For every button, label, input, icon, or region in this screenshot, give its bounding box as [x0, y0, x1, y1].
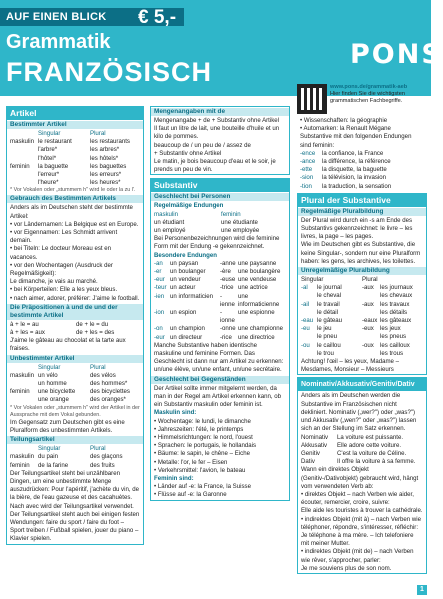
text: Der Artikel sollte immer mitgelernt werden, da man in der Regel am Artikel erkennen kann, ob ein Substantiv maskulin oder feminin ist. [154, 384, 282, 409]
table-cell [10, 155, 36, 163]
text: Wann ein direktes Objekt (Genitiv-/Dativobjekt) gebraucht wird, hängt vom verwendeten Verb ab: [301, 466, 419, 490]
table-cell: un informaticien [170, 292, 214, 300]
table-cell: les travaux [380, 300, 410, 308]
table-cell: le cheval [317, 292, 342, 300]
subheader: Geschlecht bei Personen [151, 193, 289, 201]
table-cell: -eaux [362, 317, 378, 325]
table-cell [10, 364, 36, 372]
page-number: 1 [417, 585, 427, 595]
list-item: Elle aide les touristes à trouver la cathédrale. [301, 507, 423, 515]
fem-list [151, 483, 289, 499]
table-cell [362, 309, 378, 317]
list-item: • vor den Wochentagen (Ausdruck der Regelmäßigkeit): [10, 261, 113, 278]
table-cell: une boulangère [238, 268, 281, 276]
qr-block [297, 84, 427, 114]
subheader: Unregelmäßige Pluralbildung [298, 267, 426, 275]
table-row [151, 309, 289, 325]
text: Im Gegensatz zum Deutschen gibt es eine Pluralform des unbestimmten Artikels. [10, 418, 125, 434]
table-cell: les cailloux [380, 341, 410, 349]
unreg-table [298, 276, 426, 358]
table-row [298, 301, 426, 309]
table-cell: -ère [220, 268, 231, 276]
subtitle: Grammatik [6, 31, 111, 53]
table-cell: le pneu [317, 333, 337, 341]
table-row [7, 380, 143, 388]
table-cell: de la farine [38, 461, 69, 469]
text: Wie im Deutschen gibt es Substantive, die keine Singular-, sondern nur eine Pluralform haben: les gens, les archives, les toilettes. [301, 241, 421, 265]
table-row [7, 138, 143, 146]
kasus-table [298, 434, 426, 467]
table-cell [317, 276, 360, 284]
list-item: • Jahreszeiten: l'été, le printemps [154, 425, 244, 433]
table-cell: des vélos [90, 371, 116, 379]
table-cell: -ionne [220, 309, 235, 325]
label: Maskulin sind: [154, 409, 197, 417]
table-cell: les gâteaux [380, 317, 412, 325]
substantiv-box [150, 178, 290, 500]
table-cell: les hôtels* [90, 154, 119, 162]
table-cell: Elle adore cette voiture. [337, 441, 402, 449]
table-row [298, 350, 426, 358]
table-cell: -ence [300, 149, 316, 157]
list-item: • Verkehrsmittel: l'avion, le bateau [154, 466, 246, 474]
table-cell: l'arbre* [38, 146, 58, 154]
table-row [297, 158, 427, 166]
table-cell: Akkusativ [301, 441, 328, 449]
table-cell: une orange [38, 396, 69, 404]
table-cell [362, 350, 378, 358]
table-cell: maskulin [154, 210, 179, 218]
table-cell: Dativ [301, 458, 315, 466]
plural-box [297, 193, 427, 376]
gebrauch-list [7, 204, 143, 302]
table-cell: -an [154, 259, 163, 267]
besond-table [151, 260, 289, 342]
subheader: Bestimmter Artikel [7, 121, 143, 129]
table-cell: -eu [301, 325, 310, 333]
table-cell: Plural [90, 363, 106, 371]
table-cell [10, 130, 36, 138]
table-row [7, 146, 143, 154]
table-cell: l'heure* [38, 179, 59, 187]
table-cell: la baguette [38, 162, 69, 170]
text: Substantive mit den folgenden Endungen sind feminin: [300, 133, 412, 149]
list-item: • Bäume: le sapin, le chêne – Eiche [154, 450, 250, 458]
artikel-box [6, 106, 144, 545]
list-item: • Metalle: l'or, le fer – Eisen [154, 458, 228, 466]
mask-list [151, 418, 289, 475]
table-cell: Singular [38, 363, 61, 371]
table-cell: un étudiant [154, 218, 185, 226]
table-row [7, 329, 143, 337]
table-cell [10, 380, 36, 388]
table-cell: la télévision, la invasion [322, 174, 387, 182]
column-3 [297, 84, 427, 574]
table-cell: le caillou [317, 341, 341, 349]
table-cell: le journal [317, 284, 342, 292]
table-cell: la différence, la référence [322, 158, 391, 166]
list-item: • Sprachen: le portugais, le hollandais [154, 442, 257, 450]
subheader: Regelmäßige Pluralbildung [298, 208, 426, 216]
table-row [7, 372, 143, 380]
table-row [298, 333, 426, 341]
table-cell: maskulin [10, 453, 35, 461]
label: Regelmäßige Endungen [154, 202, 224, 210]
pons-logo: PONS [350, 39, 443, 70]
table-row [298, 292, 426, 300]
table-cell: une paysanne [238, 259, 277, 267]
table-cell [301, 333, 315, 341]
table-cell: des oranges* [90, 396, 126, 404]
list-item: Je téléphone à ma mère. – Ich telefoniere mit meiner Mutter. [301, 531, 414, 548]
table-cell: -al [301, 284, 308, 292]
table-cell: l'hôtel* [38, 154, 57, 162]
intro-list [297, 117, 427, 133]
table-cell: les arbres* [90, 146, 120, 154]
table-cell: un espion [170, 309, 197, 317]
table-row [7, 445, 143, 453]
table-cell: un vélo [38, 371, 58, 379]
table-cell: une actrice [238, 284, 268, 292]
note: * Vor Vokalen oder „stummem h" wird der Artikel in der Aussprache mit dem Vokal gebunden. [10, 404, 140, 418]
unbest-table [7, 364, 143, 405]
mengen-box [150, 106, 290, 175]
subheader: Teilungsartikel [7, 436, 143, 444]
qr-code-icon [297, 84, 327, 114]
table-row [7, 396, 143, 404]
table-cell: La voiture est puissante. [337, 433, 404, 441]
table-cell: -euse [220, 276, 236, 284]
table-cell: -ance [300, 158, 316, 166]
section-header: Substantiv [151, 179, 289, 192]
table-cell: -tion [300, 182, 312, 190]
table-row [298, 434, 426, 442]
text: Anders als im Deutschen werden die Substantive im Französischen nicht dekliniert. Nominativ („wer?") oder „was?") und Akkusativ („wen?" oder „was?") lassen sich an der Stellung im Satz erkennen. [301, 392, 417, 433]
table-cell: un boulanger [170, 268, 206, 276]
table-row [298, 276, 426, 284]
table-cell [10, 171, 36, 179]
table-cell: Plural [362, 276, 378, 284]
table-cell: les heures* [90, 179, 121, 187]
table-cell: Plural [90, 445, 106, 453]
section-header: Nominativ/Akkusativ/Genitiv/Dativ [298, 378, 426, 391]
list-item: • vor Ländernamen: La Belgique est en Europe. [10, 220, 139, 228]
mengen-table [151, 117, 289, 158]
table-row [7, 321, 143, 329]
endungen-table [297, 150, 427, 191]
table-row [298, 458, 426, 466]
table-cell: les journaux [380, 284, 413, 292]
table-row [7, 462, 143, 470]
column-2 [150, 106, 290, 501]
kasus-box [297, 377, 427, 573]
table-row [151, 260, 289, 268]
table-row [297, 174, 427, 182]
page-title: FRANZÖSISCH [6, 57, 212, 87]
table-row [151, 276, 289, 284]
table-cell: -ienne [220, 292, 235, 308]
table-cell: une vendeuse [238, 276, 277, 284]
table-cell: une employée [221, 227, 260, 235]
list-item: • direktes Objekt – nach Verben wie aider, écouter, remercier, croire, suivre: [301, 490, 414, 507]
table-row [298, 284, 426, 292]
table-cell [10, 396, 36, 404]
list-item: • Wissenschaften: la géographie [300, 117, 388, 124]
table-row [7, 163, 143, 171]
text: Bei Personenbezeichnungen wird die feminine Form mit der Endung -e gekennzeichnet. [154, 235, 280, 251]
table-cell: le jeu [317, 325, 332, 333]
table-cell: -ion [154, 309, 165, 317]
table-row [151, 325, 289, 333]
table-row [7, 171, 143, 179]
table-row [151, 268, 289, 276]
table-cell: une bicyclette [38, 388, 76, 396]
table-cell: le travail [317, 300, 340, 308]
table-cell: -eur [154, 333, 165, 341]
list-item: • bei Titeln: Le docteur Moreau est en vacances. [10, 245, 112, 261]
subheader: Unbestimmter Artikel [7, 355, 143, 363]
table-cell: un paysan [170, 259, 199, 267]
table-cell: les pneus [380, 333, 407, 341]
table-cell: beaucoup de / un peu de / assez de [154, 141, 251, 149]
table-row [297, 150, 427, 158]
table-cell: -sion [300, 174, 314, 182]
qr-url[interactable]: www.pons.de/grammatik-aeb [330, 84, 408, 90]
list-item: • Automarken: la Renault Mégane [300, 125, 391, 133]
table-cell: la traduction, la sensation [322, 182, 392, 190]
table-cell: -aux [362, 284, 374, 292]
table-row [151, 293, 289, 309]
price-tag: € 5,- [138, 7, 177, 28]
table-cell: -ou [301, 341, 310, 349]
table-cell: Singular [38, 445, 61, 453]
table-cell: + Substantiv ohne Artikel [154, 149, 222, 157]
label: Feminin sind: [154, 474, 194, 482]
list-item: Anders als im Deutschen steht der bestimmte Artikel: [10, 204, 133, 220]
table-cell: -aux [362, 300, 374, 308]
table-cell: une étudiante [221, 218, 258, 226]
table-cell: Singular [301, 276, 324, 284]
list-item: • indirektes Objekt (mit de) – nach Verben wie rêver, s'approcher, parler: [301, 548, 414, 564]
table-cell [10, 445, 36, 453]
table-cell: à + les = aux [10, 329, 45, 337]
table-cell: -trice [220, 284, 234, 292]
table-cell: -onne [220, 325, 236, 333]
table-row [298, 342, 426, 350]
table-cell: Singular [38, 130, 61, 137]
table-cell: un directeur [170, 333, 203, 341]
table-cell: -anne [220, 259, 236, 267]
table-cell: le restaurant [38, 138, 72, 146]
table-cell: -on [154, 325, 163, 333]
text: Manche Substantive haben identische maskuline und feminine Formen. Das Geschlecht ist dann nur am Artikel zu erkennen: un/une élève, un/une enfant, un/une secrétaire. [154, 341, 284, 374]
table-row [298, 442, 426, 450]
table-row [151, 334, 289, 342]
table-row [151, 219, 289, 227]
table-cell [301, 350, 315, 358]
table-cell: Il offre la voiture à sa femme. [337, 458, 416, 466]
table-row [298, 325, 426, 333]
table-cell: la confiance, la France [322, 149, 384, 157]
section-header: Plural der Substantive [298, 194, 426, 207]
example: Le matin, je bois beaucoup d'eau et le soir, je prends un peu de vin. [154, 158, 276, 174]
table-cell: un champion [170, 325, 205, 333]
table-cell: Genitiv [301, 449, 320, 457]
table-cell: -eau [301, 317, 314, 325]
text: Nach avec wird der Teilungsartikel verwendet. Der Teilungsartikel steht auch bei einigen festen Wendungen: faire du sport / faire du foot – Sport treiben / Fußball spielen, jouer du piano – Klavier spielen. [10, 502, 140, 543]
list-item: Je me souviens plus de son nom. [301, 564, 392, 572]
table-cell: une championne [238, 325, 284, 333]
praep-table [7, 321, 143, 337]
list-item: • Himmelsrichtungen: le nord, l'ouest [154, 433, 253, 441]
table-row [298, 450, 426, 458]
table-cell: C'est la voiture de Céline. [337, 449, 407, 457]
note: * Vor Vokalen oder „stummem h" wird le oder la zu l'. [10, 187, 136, 194]
table-cell: les erreurs* [90, 171, 122, 179]
list-item: • vor Eigennamen: Les Schmidt arrivent demain. [10, 229, 118, 245]
table-row [7, 155, 143, 163]
subheader: Die Präpositionen à und de und der bestimmte Artikel [7, 304, 143, 320]
text: Der Teilungsartikel steht bei unzählbaren Dingen, um eine unbestimmte Menge auszudrücken: Pour l'apéritif, j'achète du vin, de la bière, de l'eau gazeuse et des cacahuètes. [10, 469, 140, 502]
column-1 [6, 106, 144, 545]
table-cell: les restaurants [90, 138, 130, 146]
table-row [7, 364, 143, 372]
qr-text: Hier finden Sie die wichtigsten grammatischen Fachbegriffe. [330, 91, 405, 104]
teil-table [7, 445, 143, 470]
list-item: • bei Körperteilen: Elle a les yeux bleus. [10, 286, 118, 294]
table-cell: de + le = du [76, 320, 109, 328]
table-row [7, 453, 143, 461]
list-item: • indirektes Objekt (mit à) – nach Verben wie téléphoner, répondre, s'intéresser, réfléchir: [301, 515, 422, 531]
table-row [297, 183, 427, 191]
regel-table [151, 211, 289, 236]
table-cell: -eux [362, 325, 374, 333]
table-cell: le trou [317, 349, 334, 357]
table-cell: des fruits [90, 461, 115, 469]
table-row [151, 211, 289, 219]
table-cell: des glaçons [90, 453, 123, 461]
table-row [7, 130, 143, 138]
table-cell: -ail [301, 300, 310, 308]
table-row [297, 166, 427, 174]
table-cell: les baguettes [90, 162, 127, 170]
table-row [151, 142, 289, 158]
table-cell: -rice [220, 333, 232, 341]
table-cell: maskulin [10, 371, 35, 379]
table-cell: un homme [38, 380, 67, 388]
table-cell [10, 146, 36, 154]
list-item: • nach aimer, adorer, préférer: J'aime le football. [10, 294, 140, 302]
text: Der Plural wird durch ein -s am Ende des Substantivs gekennzeichnet: le livre – les livres, la page – les pages. [301, 216, 413, 241]
table-cell [362, 333, 378, 341]
table-cell: l'erreur* [38, 171, 60, 179]
example: J'aime le gâteau au chocolat et la tarte aux fraises. [10, 337, 126, 353]
table-cell: un acteur [170, 284, 196, 292]
ribbon-label: AUF EINEN BLICK [0, 8, 184, 26]
table-cell: une informaticienne [238, 292, 280, 308]
table-cell: -teur [154, 284, 167, 292]
table-cell: maskulin [10, 138, 35, 146]
table-cell: feminin [10, 162, 30, 170]
table-cell: feminin [10, 461, 30, 469]
table-row [151, 284, 289, 292]
table-cell: -ette [300, 166, 313, 174]
table-cell: du pain [38, 453, 58, 461]
table-row [298, 317, 426, 325]
table-cell: des hommes* [90, 380, 128, 388]
table-cell: Il faut un litre de lait, une bouteille d'huile et un kilo de pommes. [154, 125, 280, 141]
table-cell: les trous [380, 349, 404, 357]
table-row [7, 388, 143, 396]
table-cell [301, 309, 315, 317]
table-cell: les détails [380, 308, 408, 316]
subheader: Geschlecht bei Gegenständen [151, 376, 289, 384]
list-item: • Länder auf -e: la France, la Suisse [154, 483, 251, 491]
table-cell: un employé [154, 227, 186, 235]
table-cell: une espionne [238, 309, 275, 317]
table-row [151, 125, 289, 141]
label: Besondere Endungen [154, 251, 217, 259]
table-cell: les chevaux [380, 292, 413, 300]
list-item: • Flüsse auf -e: la Garonne [154, 491, 227, 499]
table-cell: Mengenangabe + de + Substantiv ohne Artikel [154, 117, 280, 124]
table-cell: -oux [362, 341, 374, 349]
table-cell: de + les = des [76, 329, 115, 337]
table-cell: les jeux [380, 325, 401, 333]
table-cell: des bicyclettes [90, 388, 130, 396]
list-item: Le dimanche, je vais au marché. [10, 278, 98, 286]
table-cell [10, 179, 36, 187]
subheader: Gebrauch des Bestimmten Artikels [7, 195, 143, 203]
table-row [7, 179, 143, 187]
table-row [298, 309, 426, 317]
table-cell: Plural [90, 130, 106, 137]
table-cell: -eur [154, 276, 165, 284]
table-cell: Nominativ [301, 433, 329, 441]
note: Achtung! l'œil – les yeux, Madame – Mesdames, Monsieur – Messieurs [301, 358, 400, 374]
table-cell: feminin [221, 210, 241, 218]
subheader: Mengenangaben mit de [151, 108, 289, 116]
table-row [151, 117, 289, 125]
table-cell: à + le = au [10, 320, 39, 328]
table-cell: la disquette, la baguette [322, 166, 387, 174]
table-cell [301, 292, 315, 300]
table-cell: feminin [10, 388, 30, 396]
table-cell: le détail [317, 308, 339, 316]
table-cell: -er [154, 268, 162, 276]
list-item: • Wochentage: le lundi, le dimanche [154, 417, 251, 425]
table-cell: une directrice [238, 333, 275, 341]
table-cell: un vendeur [170, 276, 201, 284]
table-cell [362, 292, 378, 300]
best-table [7, 130, 143, 187]
table-cell: le gâteau [317, 317, 343, 325]
table-row [151, 227, 289, 235]
table-cell: -ien [154, 292, 165, 300]
kasus-list [298, 491, 426, 573]
section-header: Artikel [7, 107, 143, 120]
